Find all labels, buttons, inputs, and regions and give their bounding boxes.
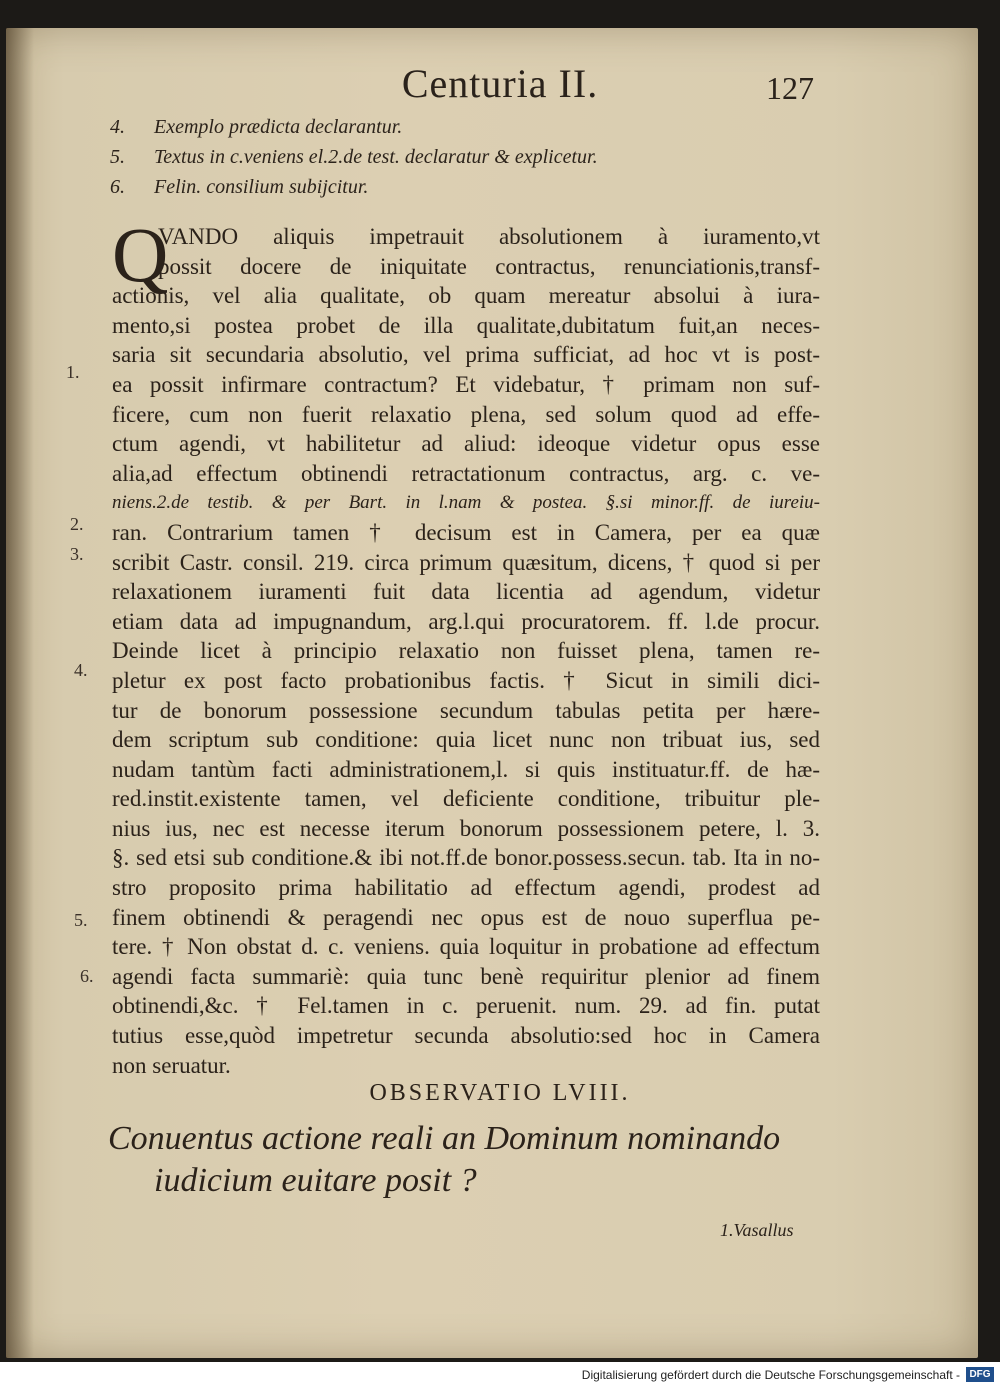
body-line: tutius esse,quòd impetretur secunda absolutio:sed hoc in Camera: [112, 1023, 820, 1049]
body-line: ctum agendi, vt habilitetur ad aliud: ideoque videtur opus esse: [112, 431, 820, 457]
body-line: finem obtinendi & peragendi nec opus est de nouo superflua pe-: [112, 904, 820, 930]
observation-title-line: Conuentus actione reali an Dominum nominando: [108, 1120, 781, 1157]
body-line: ran. Contrarium tamen † decisum est in Camera, per ea quæ: [112, 519, 820, 545]
margin-number: 5.: [74, 910, 88, 930]
body-line: tur de bonorum possessione secundum tabulas petita per hære-: [112, 697, 820, 723]
body-line: possit docere de iniquitate contractus, renunciationis,transf-: [158, 253, 820, 279]
observation-title-line: iudicium euitare posit ?: [154, 1162, 477, 1199]
body-line: mento,si postea probet de illa qualitate,dubitatum fuit,an neces-: [112, 312, 820, 338]
body-line: §. sed etsi sub conditione.& ibi not.ff.de bonor.possess.secun. tab. Ita in no-: [112, 845, 820, 871]
body-line: alia,ad effectum obtinendi retractationum contractus, arg. c. ve-: [112, 460, 820, 486]
observation-title: [108, 1118, 848, 1202]
drop-cap: Q: [112, 211, 169, 298]
observation-heading: OBSERVATIO LVIII.: [369, 1080, 631, 1106]
margin-number: 6.: [80, 966, 94, 986]
body-line: VANDO aliquis impetrauit absolutionem à iuramento,vt: [158, 224, 820, 249]
catchword: 1.Vasallus: [720, 1220, 794, 1240]
body-line: nudam tantùm facti administrationem,l. si quis instituatur.ff. de hæ-: [112, 756, 820, 782]
body-line: tere. † Non obstat d. c. veniens. quia loquitur in probatione ad effectum: [112, 934, 820, 960]
summary-item: [110, 172, 830, 202]
footer-bar: [0, 1362, 1000, 1389]
margin-number: 4.: [74, 660, 88, 680]
margin-number: 1.: [66, 362, 80, 382]
summary-text: Felin. consilium subijcitur.: [154, 176, 369, 198]
summary-item: [110, 142, 830, 172]
body-line: obtinendi,&c. † Fel.tamen in c. peruenit. num. 29. ad fin. putat: [112, 993, 820, 1019]
body-line: relaxationem iuramenti fuit data licentia ad agendum, videtur: [112, 579, 820, 605]
body-line: non seruatur.: [112, 1052, 231, 1078]
body-line: actionis, vel alia qualitate, ob quam mereatur absolui à iura-: [112, 283, 820, 309]
dfg-logo-icon: DFG: [966, 1367, 994, 1382]
body-line: scribit Castr. consil. 219. circa primum quæsitum, dicens, † quod si per: [112, 549, 820, 575]
body-line: ea possit infirmare contractum? Et videbatur, † primam non suf-: [112, 371, 820, 397]
body-line: Deinde licet à principio relaxatio non fuisset plena, tamen re-: [112, 638, 820, 664]
margin-number: 2.: [70, 514, 84, 534]
page-number: 127: [766, 70, 814, 106]
summary-number: 4.: [110, 116, 125, 138]
body-line: pletur ex post facto probationibus factis. † Sicut in simili dici-: [112, 667, 820, 693]
body-line: etiam data ad impugnandum, arg.l.qui procuratorem. ff. l.de procur.: [112, 608, 820, 634]
body-line: stro proposito prima habilitatio ad effectum agendi, prodest ad: [112, 875, 820, 901]
body-line: red.instit.existente tamen, vel deficiente conditione, tribuitur ple-: [112, 786, 820, 812]
summary-number: 5.: [110, 146, 125, 168]
body-line: dem scriptum sub conditione: quia licet nunc non tribuat ius, sed: [112, 727, 820, 753]
running-head: Centuria II.: [401, 61, 599, 106]
body-text: [112, 222, 820, 1080]
body-line: niens.2.de testib. & per Bart. in l.nam & postea. §.si minor.ff. de iureiu-: [112, 492, 820, 514]
summary-list: [110, 112, 830, 202]
footer-credit: Digitalisierung gefördert durch die Deutsche Forschungsgemeinschaft -: [581, 1368, 960, 1382]
summary-text: Exemplo prædicta declarantur.: [154, 116, 403, 138]
margin-number: 3.: [70, 544, 84, 564]
summary-number: 6.: [110, 176, 125, 198]
body-line: saria sit secundaria absolutio, vel prima sufficiat, ad hoc vt is post-: [112, 342, 820, 368]
body-line: ficere, cum non fuerit relaxatio plena, sed solum quod ad effe-: [112, 401, 820, 427]
body-line: nius ius, nec est necesse iterum bonorum possessionem petere, l. 3.: [112, 815, 820, 841]
summary-item: [110, 112, 830, 142]
body-line: agendi facta summariè: quia tunc benè requiritur plenior ad finem: [112, 963, 820, 989]
summary-text: Textus in c.veniens el.2.de test. declaratur & explicetur.: [154, 146, 598, 168]
